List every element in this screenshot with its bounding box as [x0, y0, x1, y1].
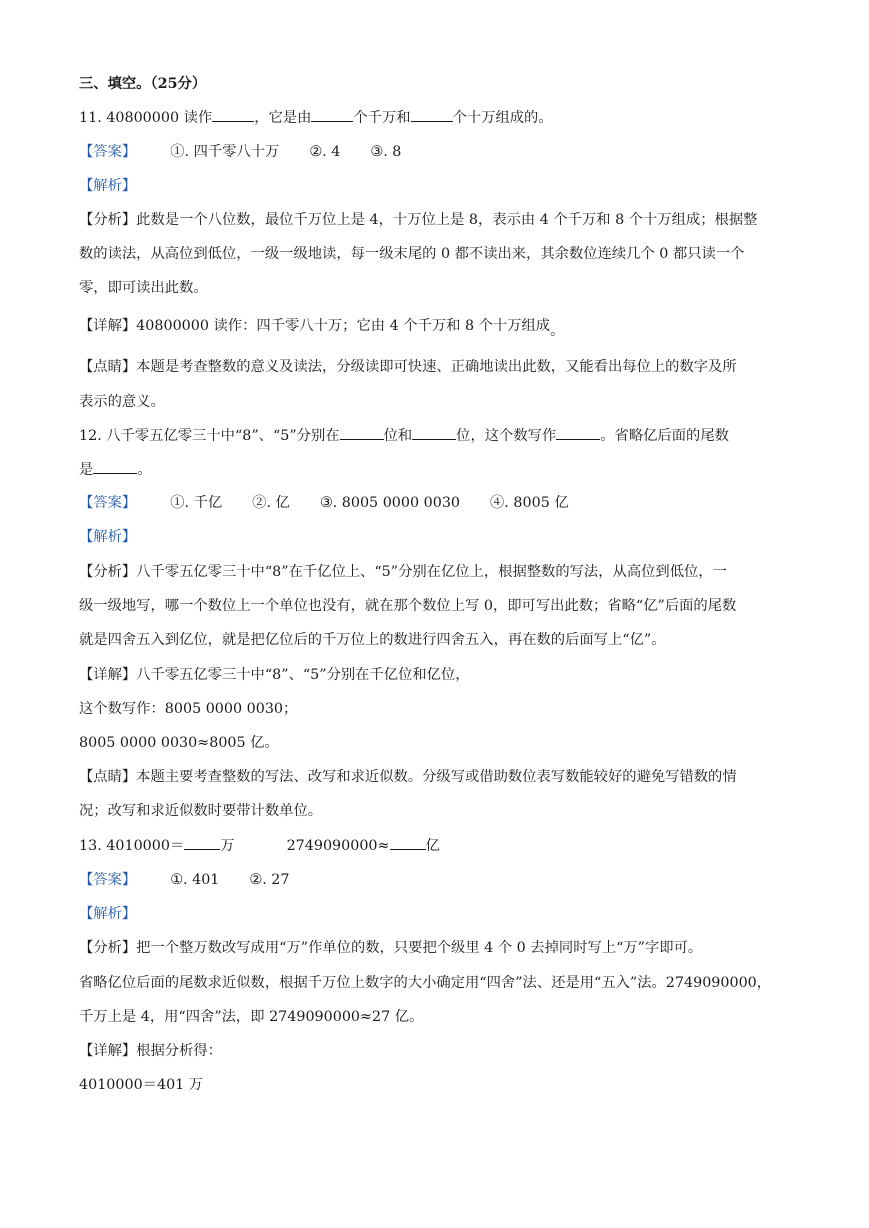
answer-item: ②. 4: [309, 144, 341, 160]
detail-line: 4010000＝401 万: [79, 1077, 204, 1093]
q12-answer-line: [79, 493, 799, 513]
analysis-line: 零，即可读出此数。: [79, 280, 208, 296]
answer-item: ④. 8005 亿: [490, 495, 569, 511]
comment-line: 况；改写和求近似数时要带计数单位。: [79, 803, 323, 819]
analysis-tag: 【解析】: [79, 906, 137, 922]
q13-stem-part: 13. 4010000＝: [79, 838, 185, 854]
answer-item: ③. 8005 0000 0030: [319, 495, 461, 511]
detail-line: 【详解】根据分析得：: [79, 1043, 222, 1059]
detail-text: 【详解】40800000 读作：四千零八十万；它由 4 个千万和 8 个十万组成: [79, 318, 551, 334]
answer-tag: 【答案】: [79, 495, 137, 511]
q13-stem-part: 亿: [425, 838, 440, 854]
answer-blank: [556, 425, 600, 440]
answer-item: ①. 四千零八十万: [170, 144, 280, 160]
analysis-line: 千万上是 4，用“四舍”法，即 2749090000≈27 亿。: [79, 1009, 424, 1025]
answer-blank: [184, 835, 220, 850]
detail-line: 【详解】八千零五亿零三十中“8”、“5”分别在千亿位和亿位，: [79, 667, 470, 683]
detail-line: 8005 0000 0030≈8005 亿。: [79, 735, 279, 751]
q12-stem-part: 12. 八千零五亿零三十中“8”、“5”分别在: [79, 428, 340, 444]
question-11-stem: [79, 107, 799, 128]
question-12-stem-cont: [79, 459, 799, 480]
analysis-line: 就是四舍五入到亿位，就是把亿位后的千万位上的数进行四舍五入，再在数的后面写上“亿”。: [79, 632, 666, 648]
analysis-tag: 【解析】: [79, 178, 137, 194]
q11-answer-line: [79, 142, 799, 162]
analysis-line: 省略亿位后面的尾数求近似数，根据千万位上数字的大小确定用“四舍”法、还是用“五入”法。2749090000，: [79, 975, 772, 991]
analysis-line: 级一级地写，哪一个数位上一个单位也没有，就在那个数位上写 0，即可写出此数；省略“亿”后面的尾数: [79, 598, 737, 614]
analysis-line: 【分析】把一个整万数改写成用“万”作单位的数，只要把个级里 4 个 0 去掉同时写上“万”字即可。: [79, 940, 703, 956]
q11-stem-part: ，它是由: [254, 110, 312, 126]
q13-stem-part: 2749090000≈: [286, 838, 390, 854]
comment-line: 表示的意义。: [79, 394, 165, 410]
answer-blank: [311, 107, 353, 122]
comment-line: 【点睛】本题主要考查整数的写法、改写和求近似数。分级写或借助数位表写数能较好的避免写错数的情: [79, 769, 737, 785]
answer-blank: [411, 107, 453, 122]
question-12-stem: [79, 425, 799, 446]
answer-item: ②. 亿: [252, 495, 290, 511]
comment-line: 【点睛】本题是考查整数的意义及读法，分级读即可快速、正确地读出此数，又能看出每位上的数字及所: [79, 359, 737, 375]
answer-blank: [340, 425, 384, 440]
q12-stem-part: 位和: [383, 428, 413, 444]
detail-line: 这个数写作：8005 0000 0030；: [79, 701, 298, 717]
answer-tag: 【答案】: [79, 872, 137, 888]
section-title: 三、填空。（25分）: [79, 76, 207, 92]
q12-stem-part: 位，这个数写作: [456, 428, 557, 444]
analysis-line: 【分析】八千零五亿零三十中“8”在千亿位上、“5”分别在亿位上，根据整数的写法，从高位到低位，一: [79, 564, 727, 580]
answer-item: ①. 401: [170, 872, 220, 888]
detail-end-mark: 。: [550, 323, 565, 339]
answer-blank: [93, 459, 137, 474]
q13-stem-part: 万: [220, 838, 235, 854]
answer-item: ②. 27: [249, 872, 290, 888]
q12-stem-part: 是: [79, 462, 94, 478]
answer-blank: [412, 425, 456, 440]
q11-stem-part: 个十万组成的。: [452, 110, 553, 126]
analysis-tag: 【解析】: [79, 529, 137, 545]
answer-item: ③. 8: [370, 144, 402, 160]
analysis-line: 数的读法，从高位到低位，一级一级地读，每一级末尾的 0 都不读出来，其余数位连续几个 0 都只读一个: [79, 246, 745, 262]
analysis-line: 【分析】此数是一个八位数，最位千万位上是 4，十万位上是 8，表示由 4 个千万和 8 个十万组成；根据整: [79, 212, 758, 228]
q13-answer-line: [79, 870, 799, 890]
q12-stem-part: 。: [137, 462, 152, 478]
answer-blank: [212, 107, 254, 122]
answer-blank: [390, 835, 426, 850]
answer-tag: 【答案】: [79, 144, 137, 160]
question-13-stem: [79, 835, 799, 856]
answer-item: ①. 千亿: [170, 495, 223, 511]
q11-stem-part: 11. 40800000 读作: [79, 110, 213, 126]
detail-line: [79, 316, 799, 339]
q12-stem-part: 。省略亿后面的尾数: [600, 428, 729, 444]
q11-stem-part: 个千万和: [353, 110, 411, 126]
